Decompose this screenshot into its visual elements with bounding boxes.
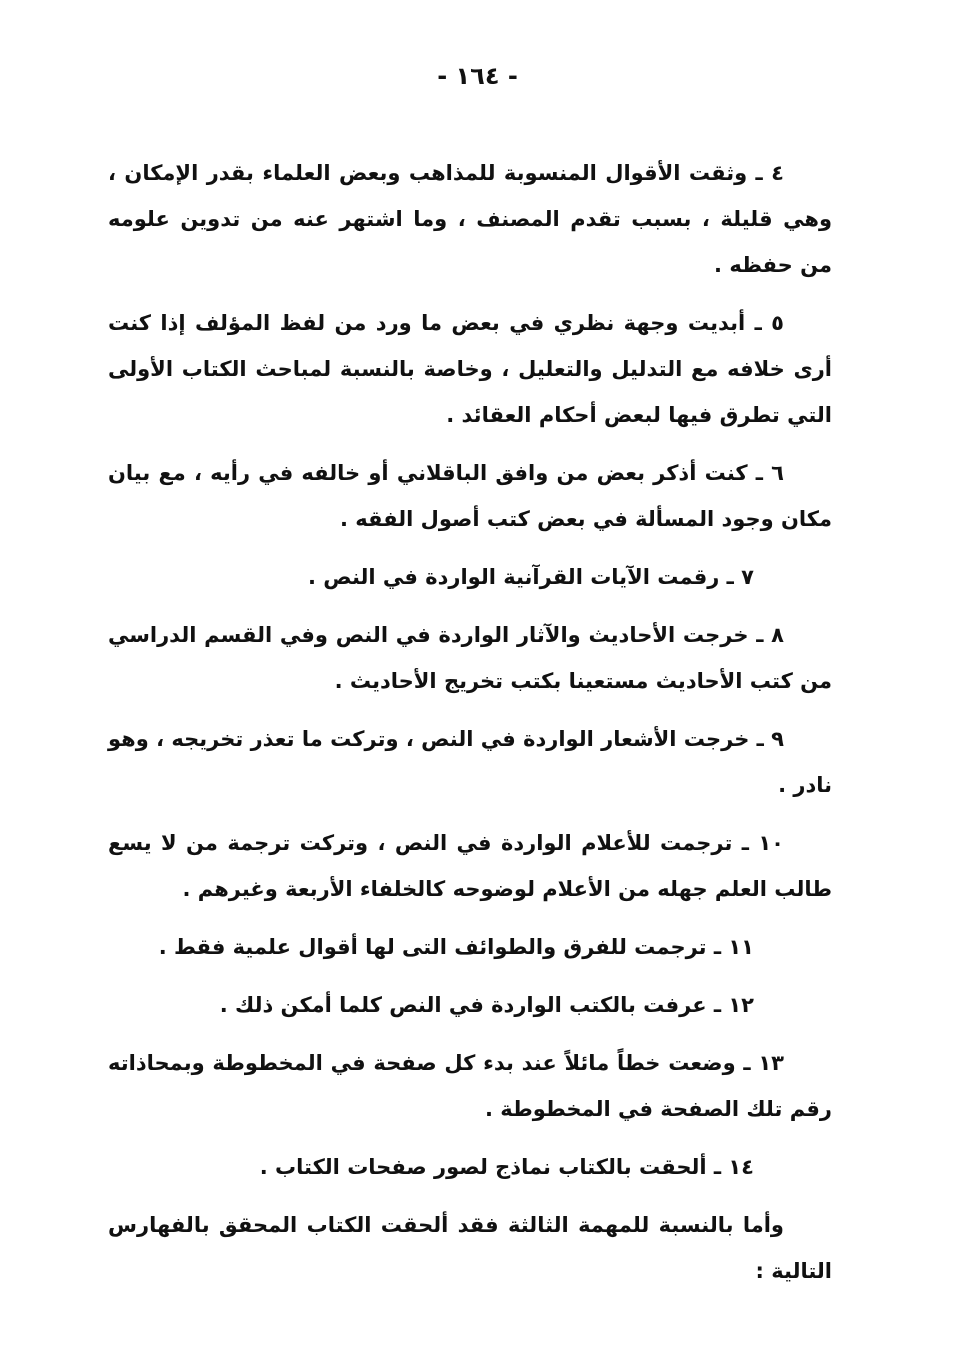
list-item-12: ١٢ ـ عرفت بالكتب الواردة في النص كلما أمكن ذلك . (219, 993, 754, 1017)
list-item-8: ٨ ـ خرجت الأحاديث والآثار الواردة في النص وفي القسم الدراسي من كتب الأحاديث مستعينا بكتب تخريج الأحاديث . (108, 623, 832, 693)
list-item-11: ١١ ـ ترجمت للفرق والطوائف التى لها أقوال علمية فقط . (158, 935, 754, 959)
list-item-14: ١٤ ـ ألحقت بالكتاب نماذج لصور صفحات الكتاب . (259, 1155, 754, 1179)
page-number: - ١٦٤ - (437, 62, 518, 90)
list-item-10: ١٠ ـ ترجمت للأعلام الواردة في النص ، وتركت ترجمة من لا يسع طالب العلم جهله من الأعلام لوضوحه كالخلفاء الأربعة وغيرهم . (108, 831, 832, 901)
page-body (108, 150, 832, 1306)
list-item-9: ٩ ـ خرجت الأشعار الواردة في النص ، وتركت ما تعذر تخريجه ، وهو نادر . (108, 727, 832, 797)
list-item-6: ٦ ـ كنت أذكر بعض من وافق الباقلاني أو خالفه في رأيه ، مع بيان مكان وجود المسألة في بعض كتب أصول الفقه . (108, 461, 832, 531)
list-item-5: ٥ ـ أبديت وجهة نظري في بعض ما ورد من لفظ المؤلف إذا كنت أرى خلافه مع التدليل والتعليل ، وخاصة بالنسبة لمباحث الكتاب الأولى التي تطرق فيها لبعض أحكام العقائد . (108, 311, 832, 427)
list-item-4: ٤ ـ وثقت الأقوال المنسوبة للمذاهب وبعض العلماء بقدر الإمكان ، وهي قليلة ، بسبب تقدم المصنف ، وما اشتهر عنه من تدوين علومه من حفظه . (108, 161, 832, 277)
list-item-7: ٧ ـ رقمت الآيات القرآنية الواردة في النص . (308, 565, 754, 589)
list-item-13: ١٣ ـ وضعت خطاً مائلاً عند بدء كل صفحة في المخطوطة وبمحاذاته رقم تلك الصفحة في المخطوطة . (108, 1051, 832, 1121)
closing-paragraph: وأما بالنسبة للمهمة الثالثة فقد ألحقت الكتاب المحقق بالفهارس التالية : (108, 1213, 832, 1283)
